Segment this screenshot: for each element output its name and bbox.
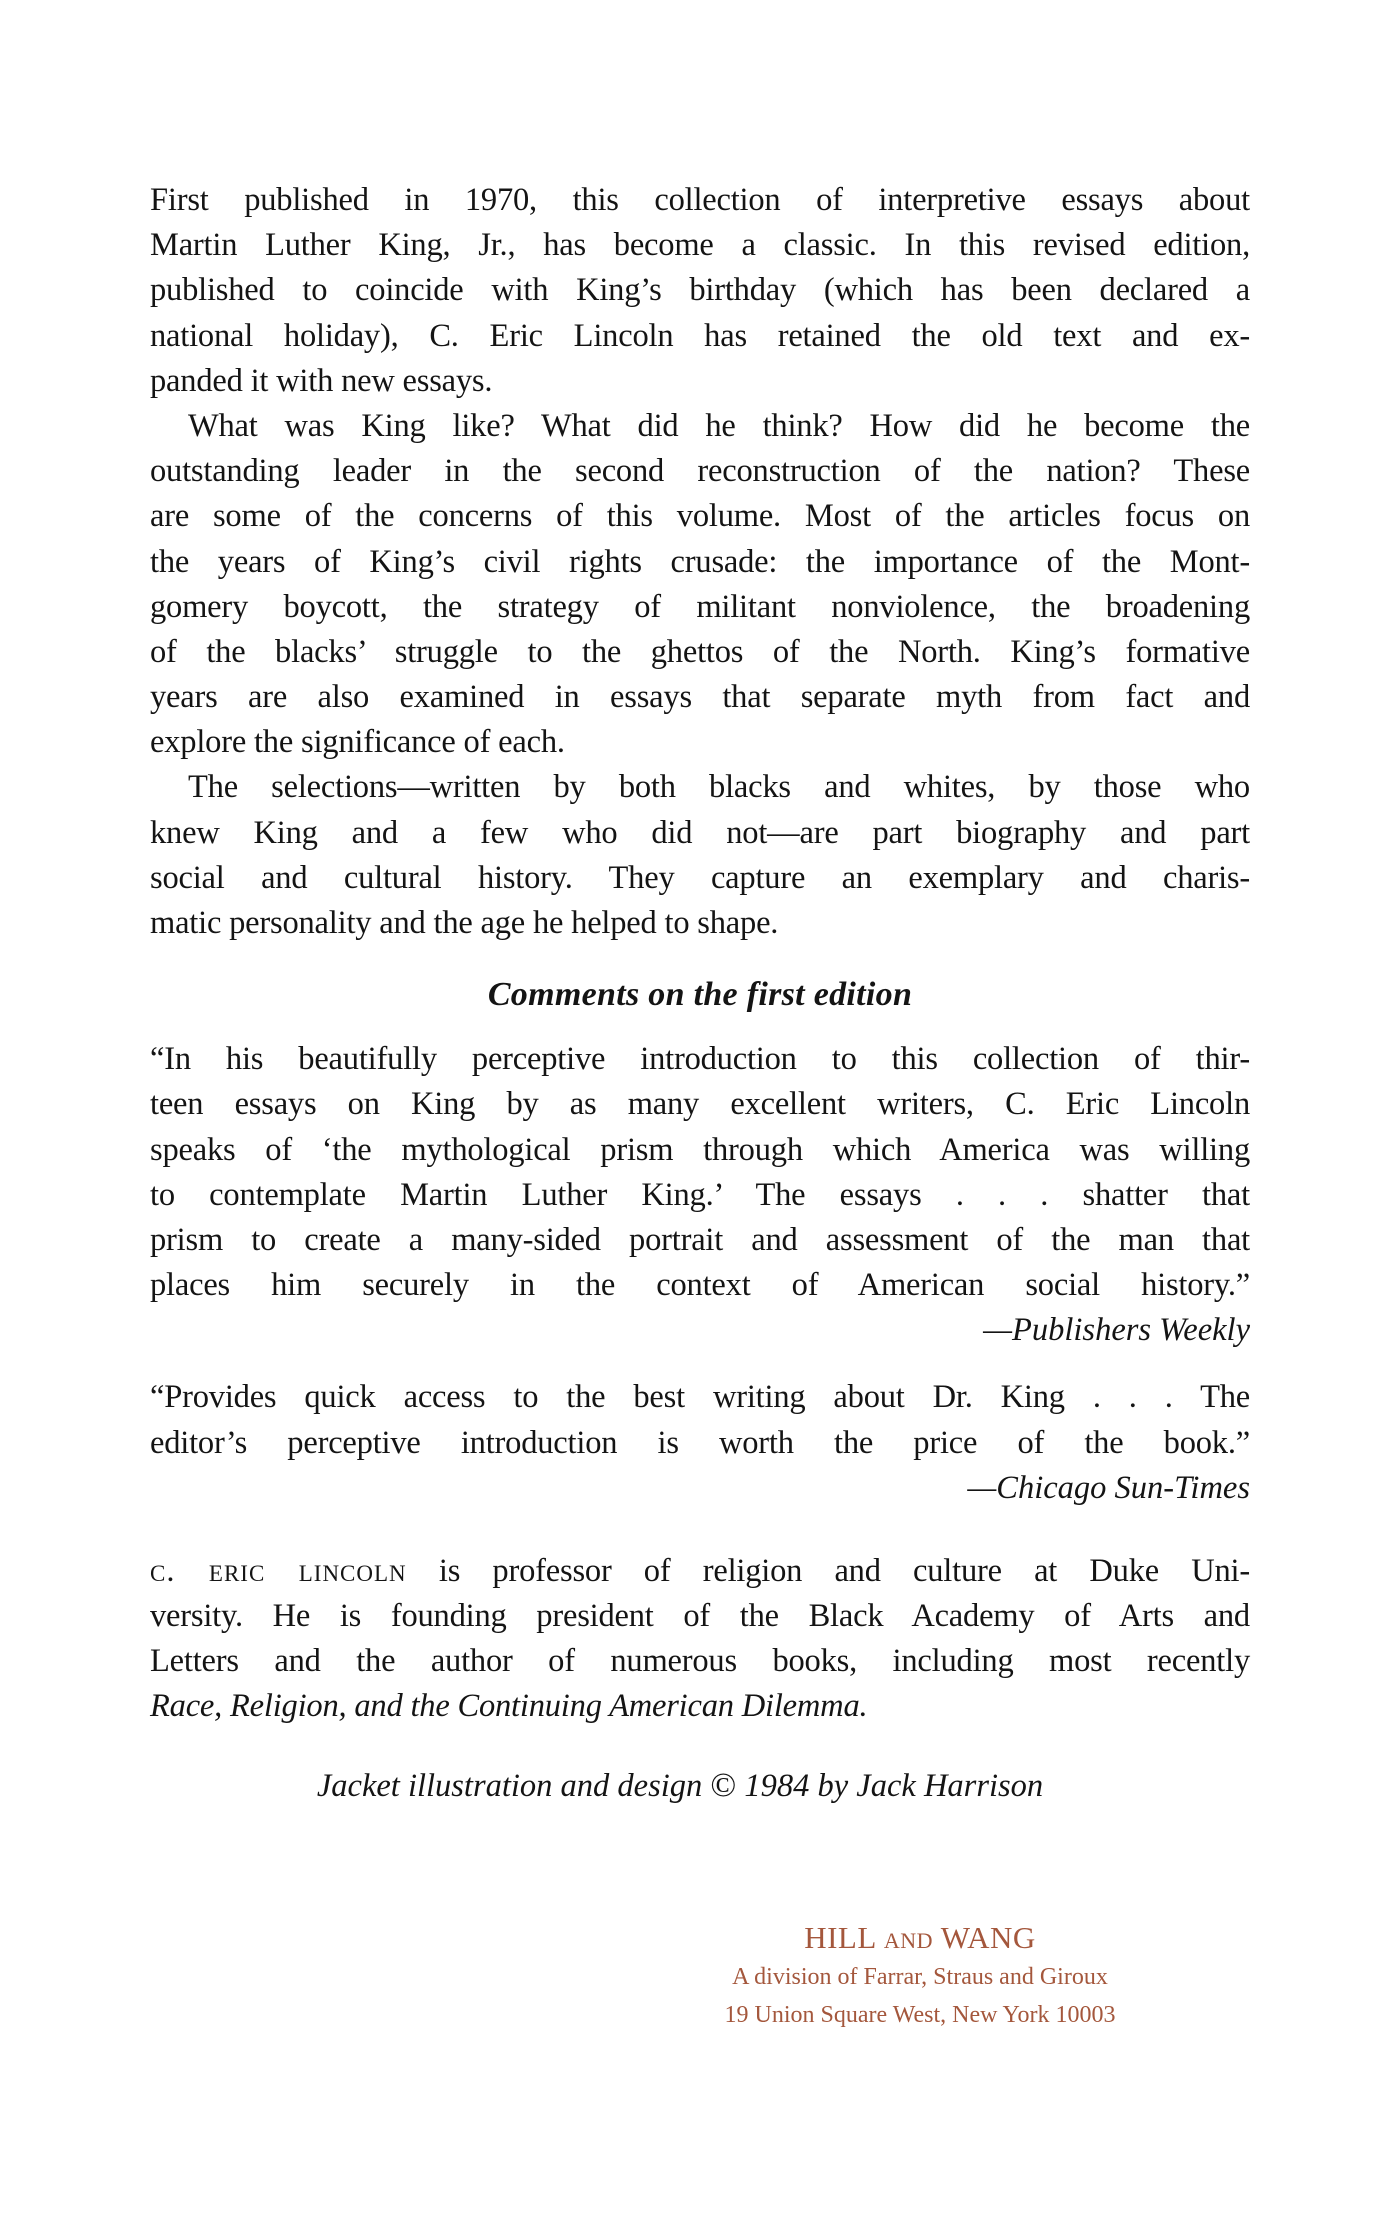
text-line: national holiday), C. Eric Lincoln has retained the old text and ex- xyxy=(150,317,1250,354)
text-line: of the blacks’ struggle to the ghettos of the North. King’s formative xyxy=(150,633,1250,670)
review-quote-2 xyxy=(150,1375,1250,1510)
description-paragraph-3 xyxy=(150,765,1250,946)
text-line: panded it with new essays. xyxy=(150,362,493,399)
quote-line: to contemplate Martin Luther King.’ The essays . . . shatter that xyxy=(150,1176,1250,1213)
text-line: explore the significance of each. xyxy=(150,724,565,761)
quote-line: speaks of ‘the mythological prism through which America was willing xyxy=(150,1131,1250,1168)
description-paragraph-1 xyxy=(150,178,1250,404)
text-line: What was King like? What did he think? How did he become the xyxy=(188,407,1250,444)
quote-attribution: —Chicago Sun-Times xyxy=(967,1469,1250,1506)
quote-line: editor’s perceptive introduction is worth the price of the book.” xyxy=(150,1424,1250,1461)
publisher-name-part: HILL xyxy=(804,1920,884,1955)
quote-line: “Provides quick access to the best writing about Dr. King . . . The xyxy=(150,1379,1250,1416)
publisher-name-part: and xyxy=(883,1920,934,1955)
description-paragraph-2 xyxy=(150,404,1250,766)
publisher-name-part: WANG xyxy=(933,1920,1036,1955)
credit-prefix: Jacket illustration and design xyxy=(316,1768,703,1805)
text-line: outstanding leader in the second reconstruction of the nation? These xyxy=(150,453,1250,490)
bio-line: Letters and the author of numerous books, including most recently xyxy=(150,1643,1250,1680)
quote-line: “In his beautifully perceptive introduction to this collection of thir- xyxy=(150,1041,1250,1078)
text-line: social and cultural history. They capture an exemplary and charis- xyxy=(150,859,1250,896)
quote-line: teen essays on King by as many excellent writers, C. Eric Lincoln xyxy=(150,1086,1250,1123)
bio-line: versity. He is founding president of the Black Academy of Arts and xyxy=(150,1597,1250,1634)
publisher-address: 19 Union Square West, New York 10003 xyxy=(724,2002,1116,2028)
quote-attribution: —Publishers Weekly xyxy=(983,1312,1250,1349)
publisher-imprint xyxy=(640,1918,1200,2034)
text-line: knew King and a few who did not—are part biography and part xyxy=(150,814,1250,851)
copyright-icon: © xyxy=(710,1767,737,1805)
text-line: published to coincide with King’s birthday (which has been declared a xyxy=(150,272,1250,309)
text-line: gomery boycott, the strategy of militant nonviolence, the broadening xyxy=(150,588,1250,625)
text-line: are some of the concerns of this volume. Most of the articles focus on xyxy=(150,498,1250,535)
review-quote-1 xyxy=(150,1037,1250,1353)
comments-heading: Comments on the first edition xyxy=(487,976,913,1014)
text-line: First published in 1970, this collection of interpretive essays about xyxy=(150,182,1250,218)
text-line: years are also examined in essays that separate myth from fact and xyxy=(150,679,1250,716)
bio-line-text: is professor of religion and culture at Duke Uni- xyxy=(406,1552,1250,1589)
text-line: matic personality and the age he helped to shape. xyxy=(150,905,779,941)
text-line: Martin Luther King, Jr., has become a classic. In this revised edition, xyxy=(150,227,1250,264)
bio-line xyxy=(150,1549,1250,1594)
author-bio xyxy=(150,1549,1250,1730)
text-line: the years of King’s civil rights crusade: the importance of the Mont- xyxy=(150,543,1250,580)
jacket-credit xyxy=(150,1763,1250,1809)
quote-line: places him securely in the context of American social history.” xyxy=(150,1267,1250,1304)
text-line: The selections—written by both blacks and whites, by those who xyxy=(188,769,1250,806)
jacket-flap-text xyxy=(150,178,1250,1809)
publisher-division: A division of Farrar, Straus and Giroux xyxy=(732,1964,1108,1990)
publisher-name xyxy=(640,1918,1200,1958)
quote-line: prism to create a many-sided portrait and assessment of the man that xyxy=(150,1221,1250,1258)
book-title: Race, Religion, and the Continuing American Dilemma. xyxy=(150,1688,868,1725)
author-name: c. eric lincoln xyxy=(150,1552,407,1589)
credit-suffix: 1984 by Jack Harrison xyxy=(744,1768,1044,1805)
